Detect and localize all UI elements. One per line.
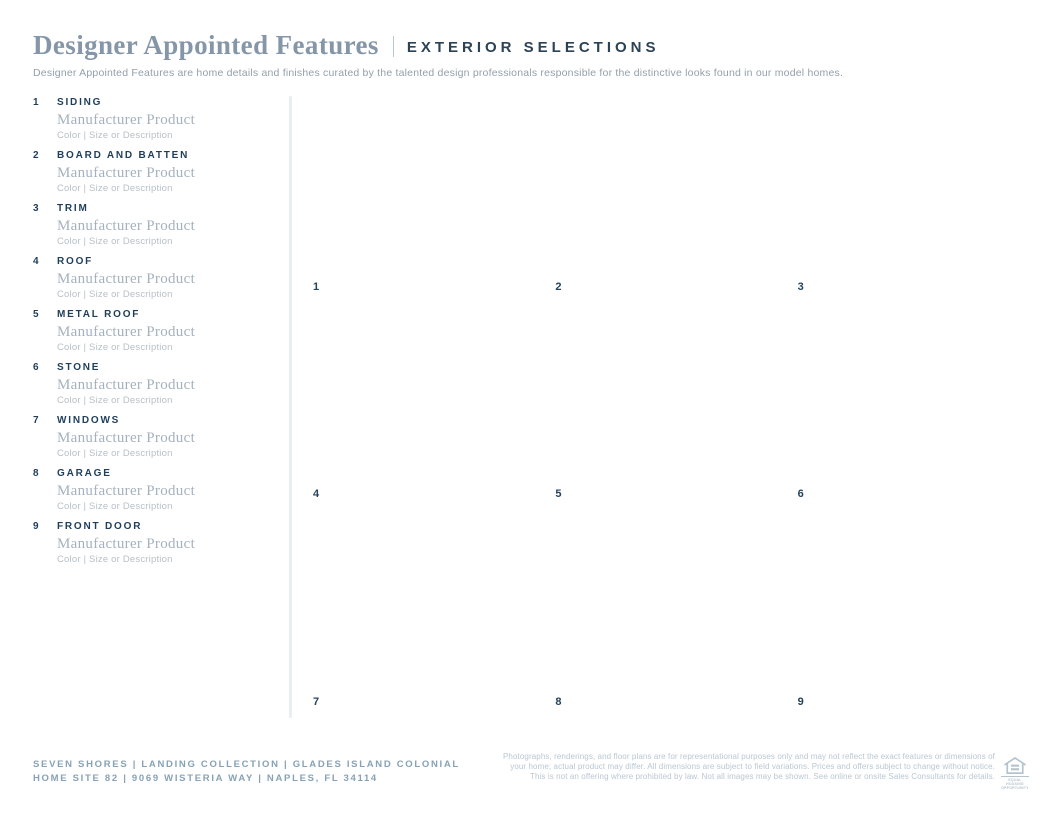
swatch-placeholder-2 — [543, 95, 785, 303]
feature-item-front-door — [33, 521, 285, 565]
feature-number: 3 — [33, 203, 39, 214]
feature-item-garage — [33, 468, 285, 512]
feature-detail: Color | Size or Description — [57, 501, 173, 512]
swatch-placeholder-6 — [786, 303, 1028, 511]
feature-detail: Color | Size or Description — [57, 289, 173, 300]
feature-number: 1 — [33, 97, 39, 108]
swatch-placeholder-8 — [543, 510, 785, 718]
feature-number: 4 — [33, 256, 39, 267]
feature-number: 9 — [33, 521, 39, 532]
feature-list — [33, 97, 285, 574]
swatch-placeholder-4 — [301, 303, 543, 511]
swatch-placeholder-3 — [786, 95, 1028, 303]
title-row — [33, 30, 1023, 60]
feature-detail: Color | Size or Description — [57, 183, 173, 194]
feature-detail: Color | Size or Description — [57, 554, 173, 565]
feature-detail: Color | Size or Description — [57, 395, 173, 406]
feature-product: Manufacturer Product — [57, 430, 196, 446]
feature-number: 2 — [33, 150, 39, 161]
feature-category: BOARD AND BATTEN — [57, 150, 190, 161]
swatch-number: 7 — [313, 696, 320, 708]
feature-detail: Color | Size or Description — [57, 236, 173, 247]
feature-item-roof — [33, 256, 285, 300]
swatch-number: 6 — [797, 488, 804, 501]
feature-number: 7 — [33, 415, 39, 426]
swatch-number: 4 — [313, 488, 320, 501]
feature-number: 6 — [33, 362, 39, 373]
feature-category: METAL ROOF — [57, 309, 141, 320]
feature-number: 5 — [33, 309, 39, 320]
header — [33, 30, 1023, 79]
page-title: Designer Appointed Features — [33, 30, 379, 60]
feature-item-windows — [33, 415, 285, 459]
swatch-grid — [301, 95, 1028, 718]
feature-item-trim — [33, 203, 285, 247]
swatch-number: 1 — [313, 280, 320, 293]
footer-disclaimer — [495, 752, 995, 782]
disclaimer-line-2: your home; actual product may differ. All dimensions are subject to field variations. Prices and offers subject to change without notice. — [510, 762, 995, 771]
feature-product: Manufacturer Product — [57, 483, 196, 499]
feature-item-metal-roof — [33, 309, 285, 353]
feature-category: SIDING — [57, 97, 103, 108]
disclaimer-line-3: This is not an offering where prohibited by law. Not all images may be shown. See online or onsite Sales Consultants for details. — [530, 772, 995, 781]
section-title: EXTERIOR SELECTIONS — [406, 38, 660, 56]
swatch-placeholder-7 — [301, 510, 543, 718]
vertical-divider — [289, 96, 292, 718]
equal-housing-opportunity-logo — [1001, 756, 1029, 790]
feature-category: ROOF — [57, 256, 94, 267]
title-divider — [393, 36, 394, 57]
feature-product: Manufacturer Product — [57, 536, 196, 552]
feature-product: Manufacturer Product — [57, 112, 196, 128]
footer-community-info — [33, 758, 460, 785]
equal-housing-caption: EQUAL HOUSING OPPORTUNITY — [1001, 778, 1029, 790]
feature-detail: Color | Size or Description — [57, 130, 173, 141]
equal-housing-icon — [1001, 756, 1029, 775]
swatch-number: 2 — [555, 280, 562, 293]
header-description: Designer Appointed Features are home details and finishes curated by the talented design professionals responsible for the distinctive looks found in our model homes. — [33, 67, 844, 79]
swatch-placeholder-1 — [301, 95, 543, 303]
swatch-number: 9 — [797, 696, 804, 708]
feature-detail: Color | Size or Description — [57, 448, 173, 459]
feature-product: Manufacturer Product — [57, 271, 196, 287]
feature-product: Manufacturer Product — [57, 165, 196, 181]
feature-number: 8 — [33, 468, 39, 479]
swatch-number: 3 — [797, 280, 804, 293]
disclaimer-line-1: Photographs, renderings, and floor plans are for representational purposes only and may not reflect the exact features or dimensions of — [503, 752, 995, 761]
feature-product: Manufacturer Product — [57, 324, 196, 340]
footer-line-1: SEVEN SHORES | LANDING COLLECTION | GLADES ISLAND COLONIAL — [33, 759, 460, 770]
feature-category: STONE — [57, 362, 101, 373]
swatch-placeholder-9 — [786, 510, 1028, 718]
feature-category: TRIM — [57, 203, 89, 214]
feature-product: Manufacturer Product — [57, 377, 196, 393]
swatch-number: 5 — [555, 488, 562, 501]
feature-item-board-and-batten — [33, 150, 285, 194]
feature-product: Manufacturer Product — [57, 218, 196, 234]
feature-category: WINDOWS — [57, 415, 121, 426]
swatch-placeholder-5 — [543, 303, 785, 511]
feature-category: FRONT DOOR — [57, 521, 143, 532]
swatch-number: 8 — [555, 696, 562, 708]
feature-item-siding — [33, 97, 285, 141]
footer-line-2: HOME SITE 82 | 9069 WISTERIA WAY | NAPLES, FL 34114 — [33, 772, 378, 784]
feature-detail: Color | Size or Description — [57, 342, 173, 353]
feature-item-stone — [33, 362, 285, 406]
feature-category: GARAGE — [57, 468, 112, 479]
